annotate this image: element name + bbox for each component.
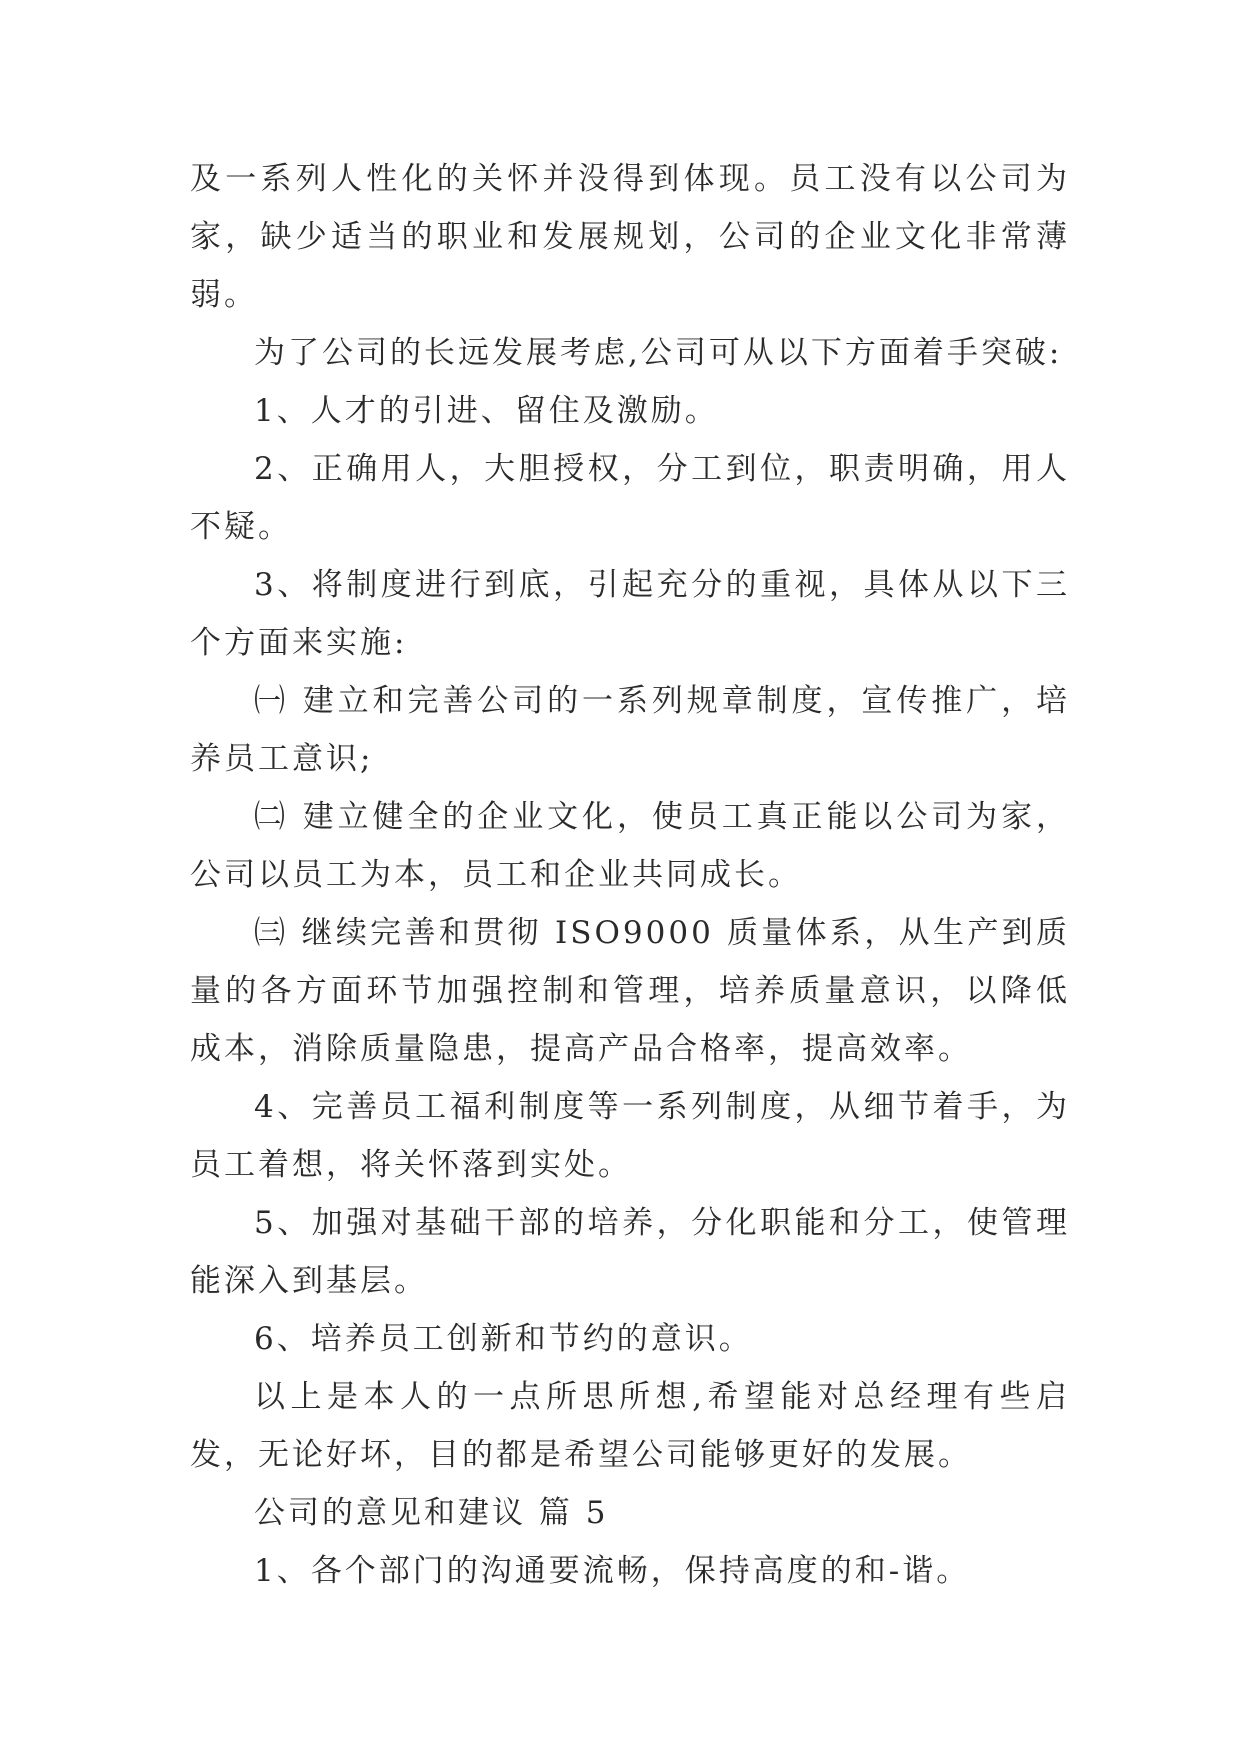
sub-item-2: ㈡ 建立健全的企业文化，使员工真正能以公司为家，公司以员工为本，员工和企业共同成长。 [190,799,1070,893]
document-body [190,150,1070,1600]
paragraph-conclusion: 以上是本人的一点所思所想,希望能对总经理有些启发，无论好坏，目的都是希望公司能够更好的发展。 [190,1379,1070,1473]
sub-item-3: ㈢ 继续完善和贯彻 ISO9000 质量体系，从生产到质量的各方面环节加强控制和管理，培养质量意识，以降低成本，消除质量隐患，提高产品合格率，提高效率。 [190,915,1070,1067]
section-heading: 公司的意见和建议 篇 5 [254,1495,609,1531]
list-item-section5-1: 1、各个部门的沟通要流畅，保持高度的和-谐。 [254,1553,971,1589]
list-item-2: 2、正确用人，大胆授权，分工到位，职责明确，用人不疑。 [190,451,1070,545]
list-item-1: 1、人才的引进、留住及激励。 [254,393,719,429]
list-item-6: 6、培养员工创新和节约的意识。 [254,1321,753,1357]
list-item-4: 4、完善员工福利制度等一系列制度，从细节着手，为员工着想，将关怀落到实处。 [190,1089,1070,1183]
list-item-5: 5、加强对基础干部的培养，分化职能和分工，使管理能深入到基层。 [190,1205,1070,1299]
sub-item-1: ㈠ 建立和完善公司的一系列规章制度，宣传推广，培养员工意识; [190,683,1070,777]
list-item-3: 3、将制度进行到底，引起充分的重视，具体从以下三个方面来实施: [190,567,1070,661]
paragraph-intro: 为了公司的长远发展考虑,公司可从以下方面着手突破: [254,335,1063,371]
paragraph-continuation: 及一系列人性化的关怀并没得到体现。员工没有以公司为家，缺少适当的职业和发展规划，公司的企业文化非常薄弱。 [190,161,1070,313]
